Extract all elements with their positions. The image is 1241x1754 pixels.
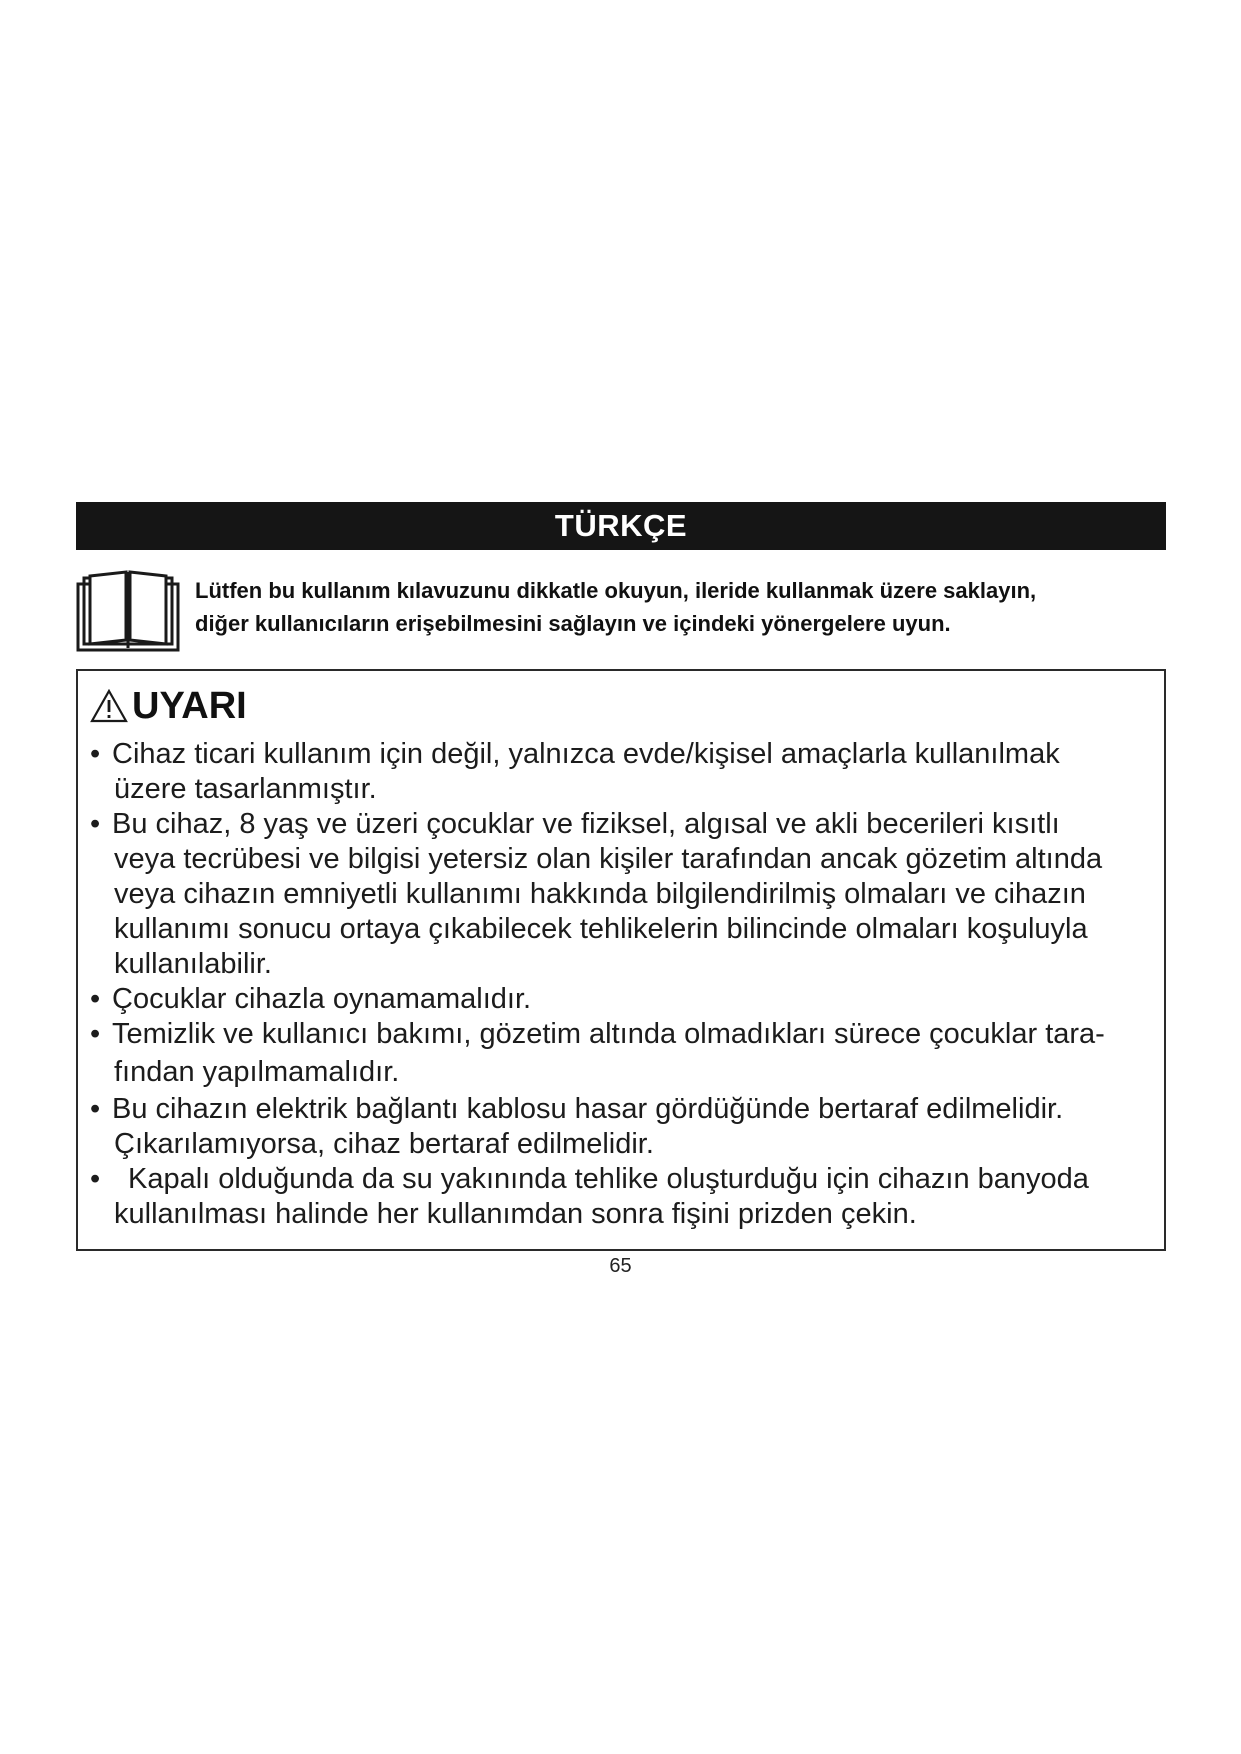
warning-line: Cihaz ticari kullanım için değil, yalnızca evde/kişisel amaçlarla kullanılmak [112, 738, 1060, 770]
bullet: • [90, 1018, 101, 1050]
warning-line: veya cihazın emniyetli kullanımı hakkında bilgilendirilmiş olmaları ve cihazın [114, 878, 1086, 910]
warning-line: üzere tasarlanmıştır. [114, 773, 377, 805]
warning-title: UYARI [132, 684, 247, 727]
warning-item [90, 1162, 1150, 1232]
language-header-bar [76, 502, 1166, 550]
warning-line: Kapalı olduğunda da su yakınında tehlike oluşturduğu için cihazın banyoda [128, 1163, 1089, 1195]
language-title: TÜRKÇE [554, 508, 688, 543]
bullet: • [90, 1093, 101, 1125]
open-book-icon [76, 568, 180, 652]
warning-item [90, 1092, 1150, 1162]
bullet: • [90, 738, 101, 770]
warning-line: Çocuklar cihazla oynamamalıdır. [112, 983, 532, 1015]
warning-item [90, 982, 1150, 1017]
warning-box [76, 669, 1166, 1251]
warning-heading [90, 683, 247, 729]
intro-line: Lütfen bu kullanım kılavuzunu dikkatle okuyun, ileride kullanmak üzere saklayın, [195, 578, 1037, 603]
intro-instructions [195, 574, 1170, 640]
warning-line: fından yapılmamalıdır. [114, 1056, 400, 1088]
warning-line: kullanımı sonucu ortaya çıkabilecek tehlikelerin bilincinde olmaları koşuluyla [114, 913, 1088, 945]
warning-triangle-icon [90, 689, 128, 723]
warning-item [90, 1017, 1150, 1092]
bullet: • [90, 1163, 101, 1195]
warning-item [90, 737, 1150, 807]
warning-line: Temizlik ve kullanıcı bakımı, gözetim altında olmadıkları sürece çocuklar tara- [112, 1018, 1105, 1050]
warning-line: Bu cihaz, 8 yaş ve üzeri çocuklar ve fiziksel, algısal ve akli becerileri kısıtlı [112, 808, 1060, 840]
page-number: 65 [609, 1255, 632, 1277]
warning-line: Çıkarılamıyorsa, cihaz bertaraf edilmelidir. [114, 1128, 654, 1160]
bullet: • [90, 808, 101, 840]
warning-item [90, 807, 1150, 982]
warning-line: kullanılması halinde her kullanımdan sonra fişini prizden çekin. [114, 1198, 917, 1230]
warning-list [90, 737, 1150, 1232]
warning-line: Bu cihazın elektrik bağlantı kablosu hasar gördüğünde bertaraf edilmelidir. [112, 1093, 1064, 1125]
warning-line: kullanılabilir. [114, 948, 272, 980]
warning-line: veya tecrübesi ve bilgisi yetersiz olan kişiler tarafından ancak gözetim altında [114, 843, 1103, 875]
bullet: • [90, 983, 101, 1015]
intro-section [76, 568, 1166, 652]
intro-line: diğer kullanıcıların erişebilmesini sağlayın ve içindeki yönergelere uyun. [195, 611, 951, 636]
